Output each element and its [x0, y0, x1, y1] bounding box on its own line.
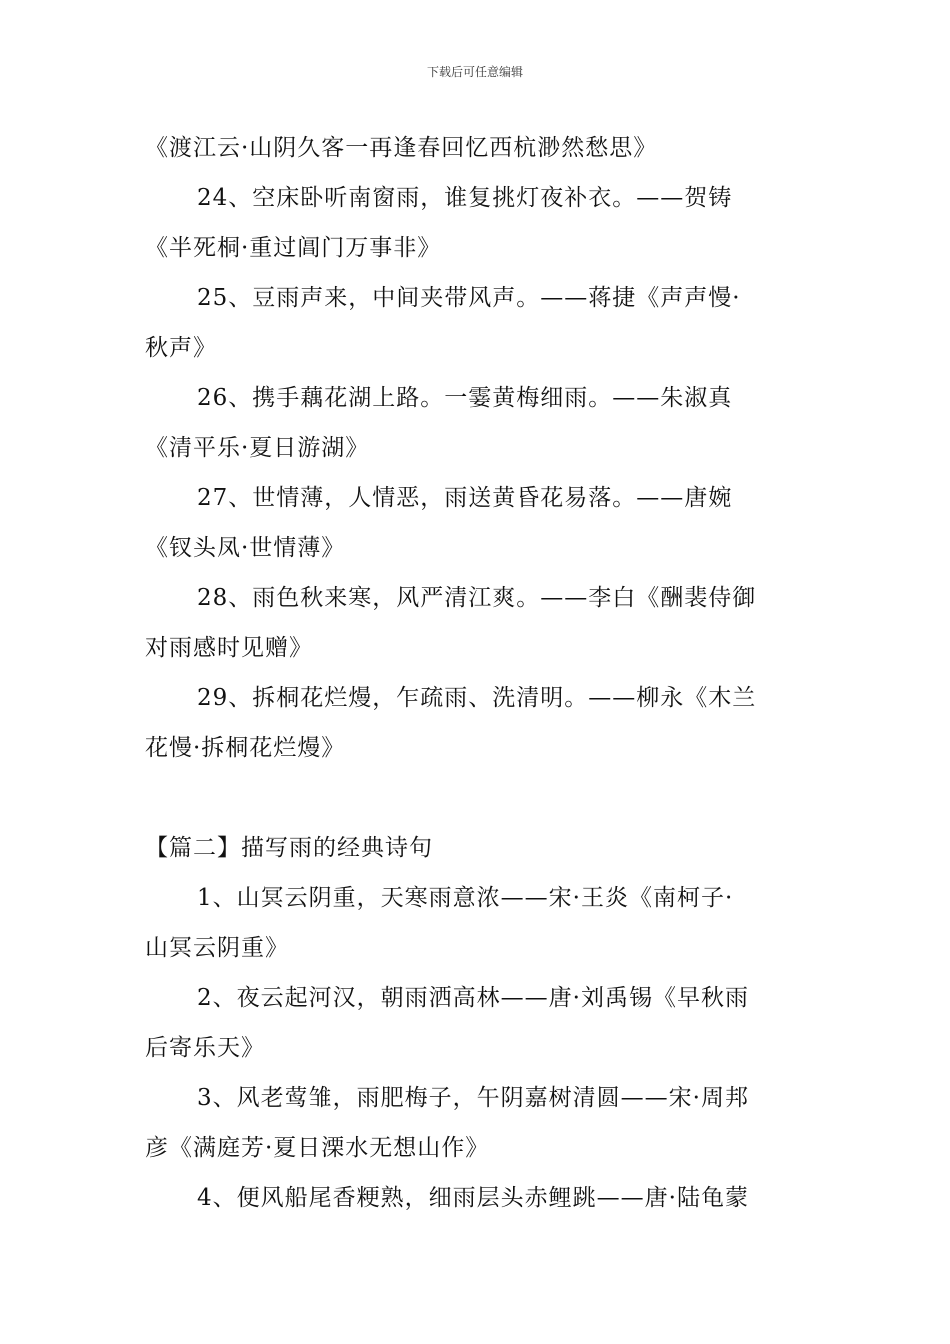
- text-line: 2、夜云起河汉，朝雨洒高林——唐·刘禹锡《早秋雨: [197, 985, 749, 1011]
- text-line: 秋声》: [145, 335, 217, 361]
- document-body: [145, 123, 805, 1223]
- text-line: 彦《满庭芳·夏日溧水无想山作》: [145, 1135, 490, 1161]
- text-line: 后寄乐天》: [145, 1035, 265, 1061]
- text-line: 24、空床卧听南窗雨，谁复挑灯夜补衣。——贺铸: [197, 185, 733, 211]
- text-line: 山冥云阴重》: [145, 935, 289, 961]
- text-line: 《清平乐·夏日游湖》: [145, 435, 370, 461]
- text-line: 《钗头凤·世情薄》: [145, 535, 346, 561]
- page-header-note: 下载后可任意编辑: [426, 65, 523, 79]
- text-line: 26、携手藕花湖上路。一霎黄梅细雨。——朱淑真: [197, 385, 733, 411]
- text-line: 花慢·拆桐花烂熳》: [145, 735, 346, 761]
- text-line: 1、山冥云阴重，天寒雨意浓——宋·王炎《南柯子·: [197, 885, 734, 911]
- paragraph-gap: [145, 773, 805, 823]
- text-line: 《渡江云·山阴久客一再逢春回忆西杭渺然愁思》: [145, 135, 658, 161]
- text-line: 4、便风船尾香粳熟，细雨层头赤鲤跳——唐·陆龟蒙: [197, 1185, 749, 1211]
- text-line: 25、豆雨声来，中间夹带风声。——蒋捷《声声慢·: [197, 285, 741, 311]
- text-line: 28、雨色秋来寒，风严清江爽。——李白《酬裴侍御: [197, 585, 757, 611]
- text-line: 29、拆桐花烂熳，乍疏雨、洗清明。——柳永《木兰: [197, 685, 757, 711]
- section-heading: 【篇二】描写雨的经典诗句: [145, 835, 433, 861]
- text-line: 对雨感时见赠》: [145, 635, 313, 661]
- text-line: 《半死桐·重过阊门万事非》: [145, 235, 442, 261]
- text-line: 3、风老莺雏，雨肥梅子，午阴嘉树清圆——宋·周邦: [197, 1085, 749, 1111]
- text-line: 27、世情薄，人情恶，雨送黄昏花易落。——唐婉: [197, 485, 733, 511]
